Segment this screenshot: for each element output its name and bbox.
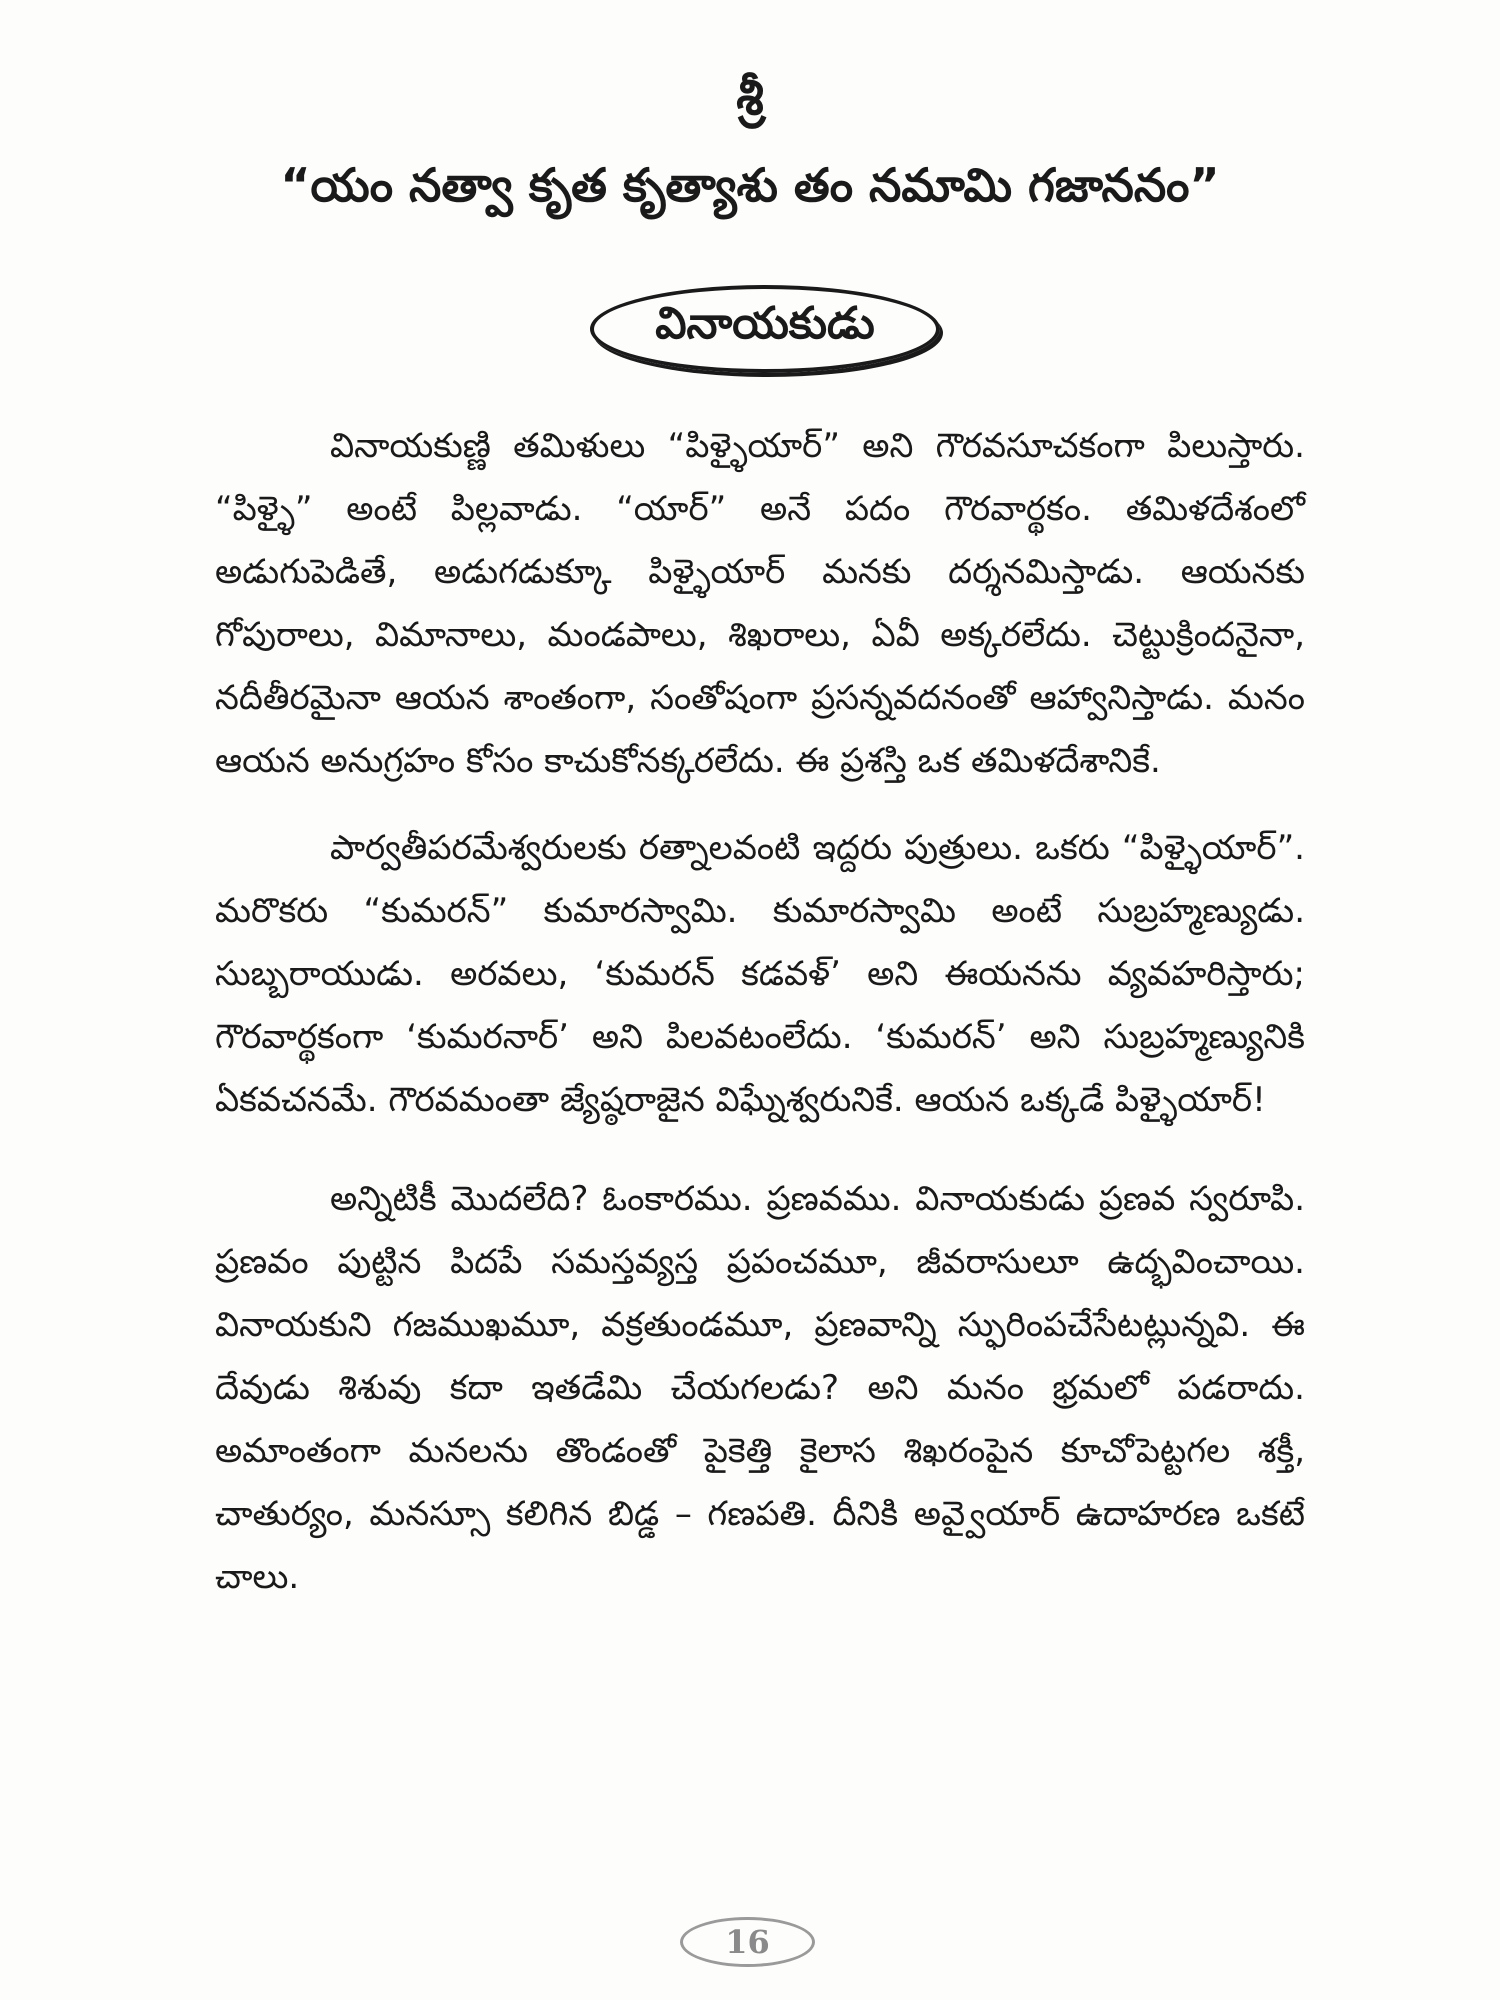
paragraph-1: వినాయకుణ్ణి తమిళులు “పిళ్ళైయార్” అని గౌరవసూచకంగా పిలుస్తారు. “పిళ్ళై” అంటే పిల్లవాడు. “యార్” అనే పదం గౌరవార్థకం. తమిళదేశంలో అడుగుపెడితే, అడుగడుక్కూ పిళ్ళైయార్ మనకు దర్శనమిస్తాడు. ఆయనకు గోపురాలు, విమానాలు, మండపాలు, శిఖరాలు, ఏవీ అక్కరలేదు. చెట్టుక్రిందనైనా, నదీతీరమైనా ఆయన శాంతంగా, సంతోషంగా ప్రసన్నవదనంతో ఆహ్వానిస్తాడు. మనం ఆయన అనుగ్రహం కోసం కాచుకోనక్కరలేదు. ఈ ప్రశస్తి ఒక తమిళదేశానికే. bbox=[215, 426, 1305, 781]
chapter-body bbox=[215, 415, 1305, 1633]
page-number-oval bbox=[680, 1917, 815, 1967]
paragraph-2: పార్వతీపరమేశ్వరులకు రత్నాలవంటి ఇద్దరు పుత్రులు. ఒకరు “పిళ్ళైయార్”. మరొకరు “కుమరన్” కుమారస్వామి. కుమారస్వామి అంటే సుబ్రహ్మణ్యుడు. సుబ్బరాయుడు. అరవలు, ‘కుమరన్ కడవళ్’ అని ఈయనను వ్యవహరిస్తారు; గౌరవార్థకంగా ‘కుమరనార్’ అని పిలవటంలేదు. ‘కుమరన్’ అని సుబ్రహ్మణ్యునికి ఏకవచనమే. గౌరవమంతా జ్యేష్ఠరాజైన విఘ్నేశ్వరునికే. ఆయన ఒక్కడే పిళ్ళైయార్! bbox=[215, 828, 1305, 1120]
chapter-title: వినాయకుడు bbox=[655, 298, 875, 349]
page-number: 16 bbox=[725, 1923, 770, 1961]
chapter-title-oval bbox=[590, 285, 940, 373]
invocation-verse: “యం నత్వా కృత కృత్యాశు తం నమామి గజాననం” bbox=[280, 158, 1220, 212]
sri-invocation-mark: శ్రీ bbox=[736, 68, 764, 126]
paragraph-3: అన్నిటికీ మొదలేది? ఓంకారము. ప్రణవము. వినాయకుడు ప్రణవ స్వరూపి. ప్రణవం పుట్టిన పిదపే సమస్తవ్యస్త ప్రపంచమూ, జీవరాసులూ ఉద్భవించాయి. వినాయకుని గజముఖమూ, వక్రతుండమూ, ప్రణవాన్ని స్ఫురింపచేసేటట్లున్నవి. ఈ దేవుడు శిశువు కదా ఇతడేమి చేయగలడు? అని మనం భ్రమలో పడరాదు. అమాంతంగా మనలను తొండంతో పైకెత్తి కైలాస శిఖరంపైన కూచోపెట్టగల శక్తీ, చాతుర్యం, మనస్సూ కలిగిన బిడ్డ – గణపతి. దీనికి అవ్వైయార్ ఉదాహరణ ఒకటే చాలు. bbox=[215, 1179, 1305, 1597]
